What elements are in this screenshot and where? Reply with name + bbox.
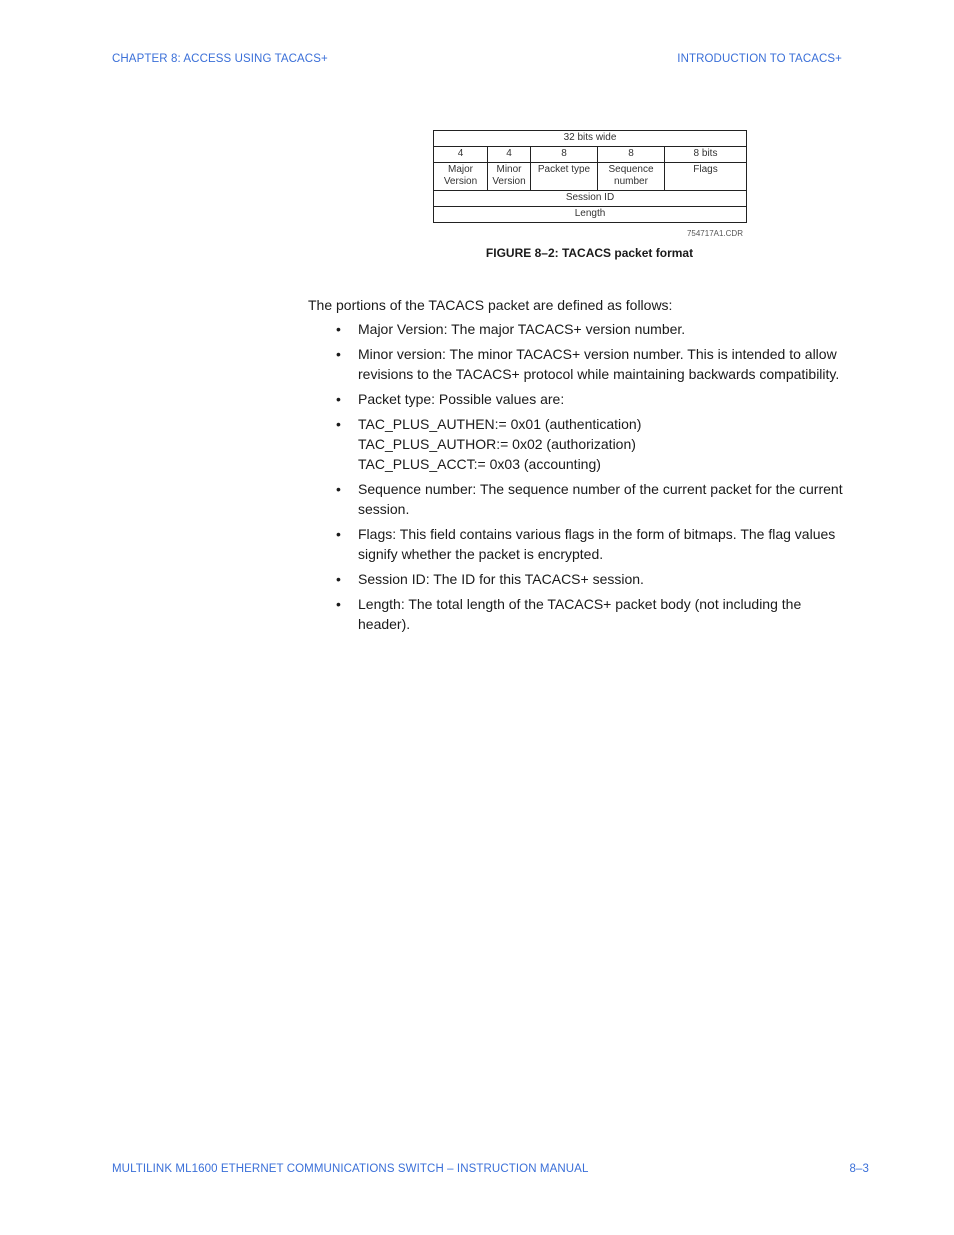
list-item-line: Packet type: Possible values are: [358, 391, 565, 407]
definition-list [336, 319, 856, 639]
list-item-line: signify whether the packet is encrypted. [358, 546, 604, 562]
list-item-line: Sequence number: The sequence number of the current packet for the current [358, 481, 843, 497]
bullet-marker: • [336, 416, 341, 432]
list-item-line: revisions to the TACACS+ protocol while maintaining backwards compatibility. [358, 366, 840, 382]
field-major-version [434, 163, 488, 191]
bullet-marker: • [336, 571, 341, 587]
field-flags [665, 163, 747, 191]
list-item-line: TAC_PLUS_AUTHEN:= 0x01 (authentication) [358, 416, 642, 432]
field-length: Length [434, 207, 747, 223]
figure-drawing-code: 754717A1.CDR [686, 229, 743, 238]
running-header-section: INTRODUCTION TO TACACS+ [677, 53, 842, 65]
bullet-marker: • [336, 321, 341, 337]
field-minor-version [488, 163, 531, 191]
field-label-line: Minor [496, 164, 522, 175]
list-item-line: Major Version: The major TACACS+ version number. [358, 321, 686, 337]
bullet-marker: • [336, 391, 341, 407]
field-label-line: number [614, 176, 648, 187]
field-packet-type [531, 163, 598, 191]
list-item [336, 414, 856, 474]
running-footer-title: MULTILINK ML1600 ETHERNET COMMUNICATIONS SWITCH – INSTRUCTION MANUAL [112, 1163, 589, 1175]
bullet-marker: • [336, 346, 341, 362]
list-item-line: TAC_PLUS_AUTHOR:= 0x02 (authorization) [358, 436, 636, 452]
list-item [336, 389, 856, 409]
field-session-id: Session ID [434, 191, 747, 207]
bit-width-flags: 8 bits [665, 147, 747, 163]
list-item [336, 569, 856, 589]
list-item-line: Minor version: The minor TACACS+ version number. This is intended to allow [358, 346, 837, 362]
field-label-line: Sequence [608, 164, 654, 175]
list-item-line: Flags: This field contains various flags in the form of bitmaps. The flag values [358, 526, 836, 542]
list-item [336, 344, 856, 384]
list-item-line: Session ID: The ID for this TACACS+ session. [358, 571, 644, 587]
list-item [336, 524, 856, 564]
field-sequence-number [598, 163, 665, 191]
bullet-marker: • [336, 596, 341, 612]
field-label-line: Version [492, 176, 526, 187]
field-label-line: Packet type [537, 164, 591, 175]
field-label-line: Flags [693, 164, 718, 175]
diagram-width-label: 32 bits wide [434, 131, 747, 147]
list-item [336, 594, 856, 634]
bit-width-packet-type: 8 [531, 147, 598, 163]
list-item-line: TAC_PLUS_ACCT:= 0x03 (accounting) [358, 456, 601, 472]
page-number: 8–3 [849, 1163, 869, 1175]
bit-width-minor: 4 [488, 147, 531, 163]
field-label-line: Major [447, 164, 473, 175]
list-item-line: Length: The total length of the TACACS+ packet body (not including the header). [358, 596, 802, 632]
bit-width-sequence: 8 [598, 147, 665, 163]
list-item-line: session. [358, 501, 410, 517]
bullet-marker: • [336, 481, 341, 497]
bullet-marker: • [336, 526, 341, 542]
running-header-chapter: CHAPTER 8: ACCESS USING TACACS+ [112, 53, 328, 65]
bit-width-major: 4 [434, 147, 488, 163]
field-label-line: Version [443, 176, 478, 187]
intro-paragraph: The portions of the TACACS packet are defined as follows: [308, 297, 673, 313]
figure-caption: FIGURE 8–2: TACACS packet format [485, 246, 694, 260]
list-item [336, 479, 856, 519]
tacacs-packet-diagram [433, 130, 747, 223]
list-item [336, 319, 856, 339]
